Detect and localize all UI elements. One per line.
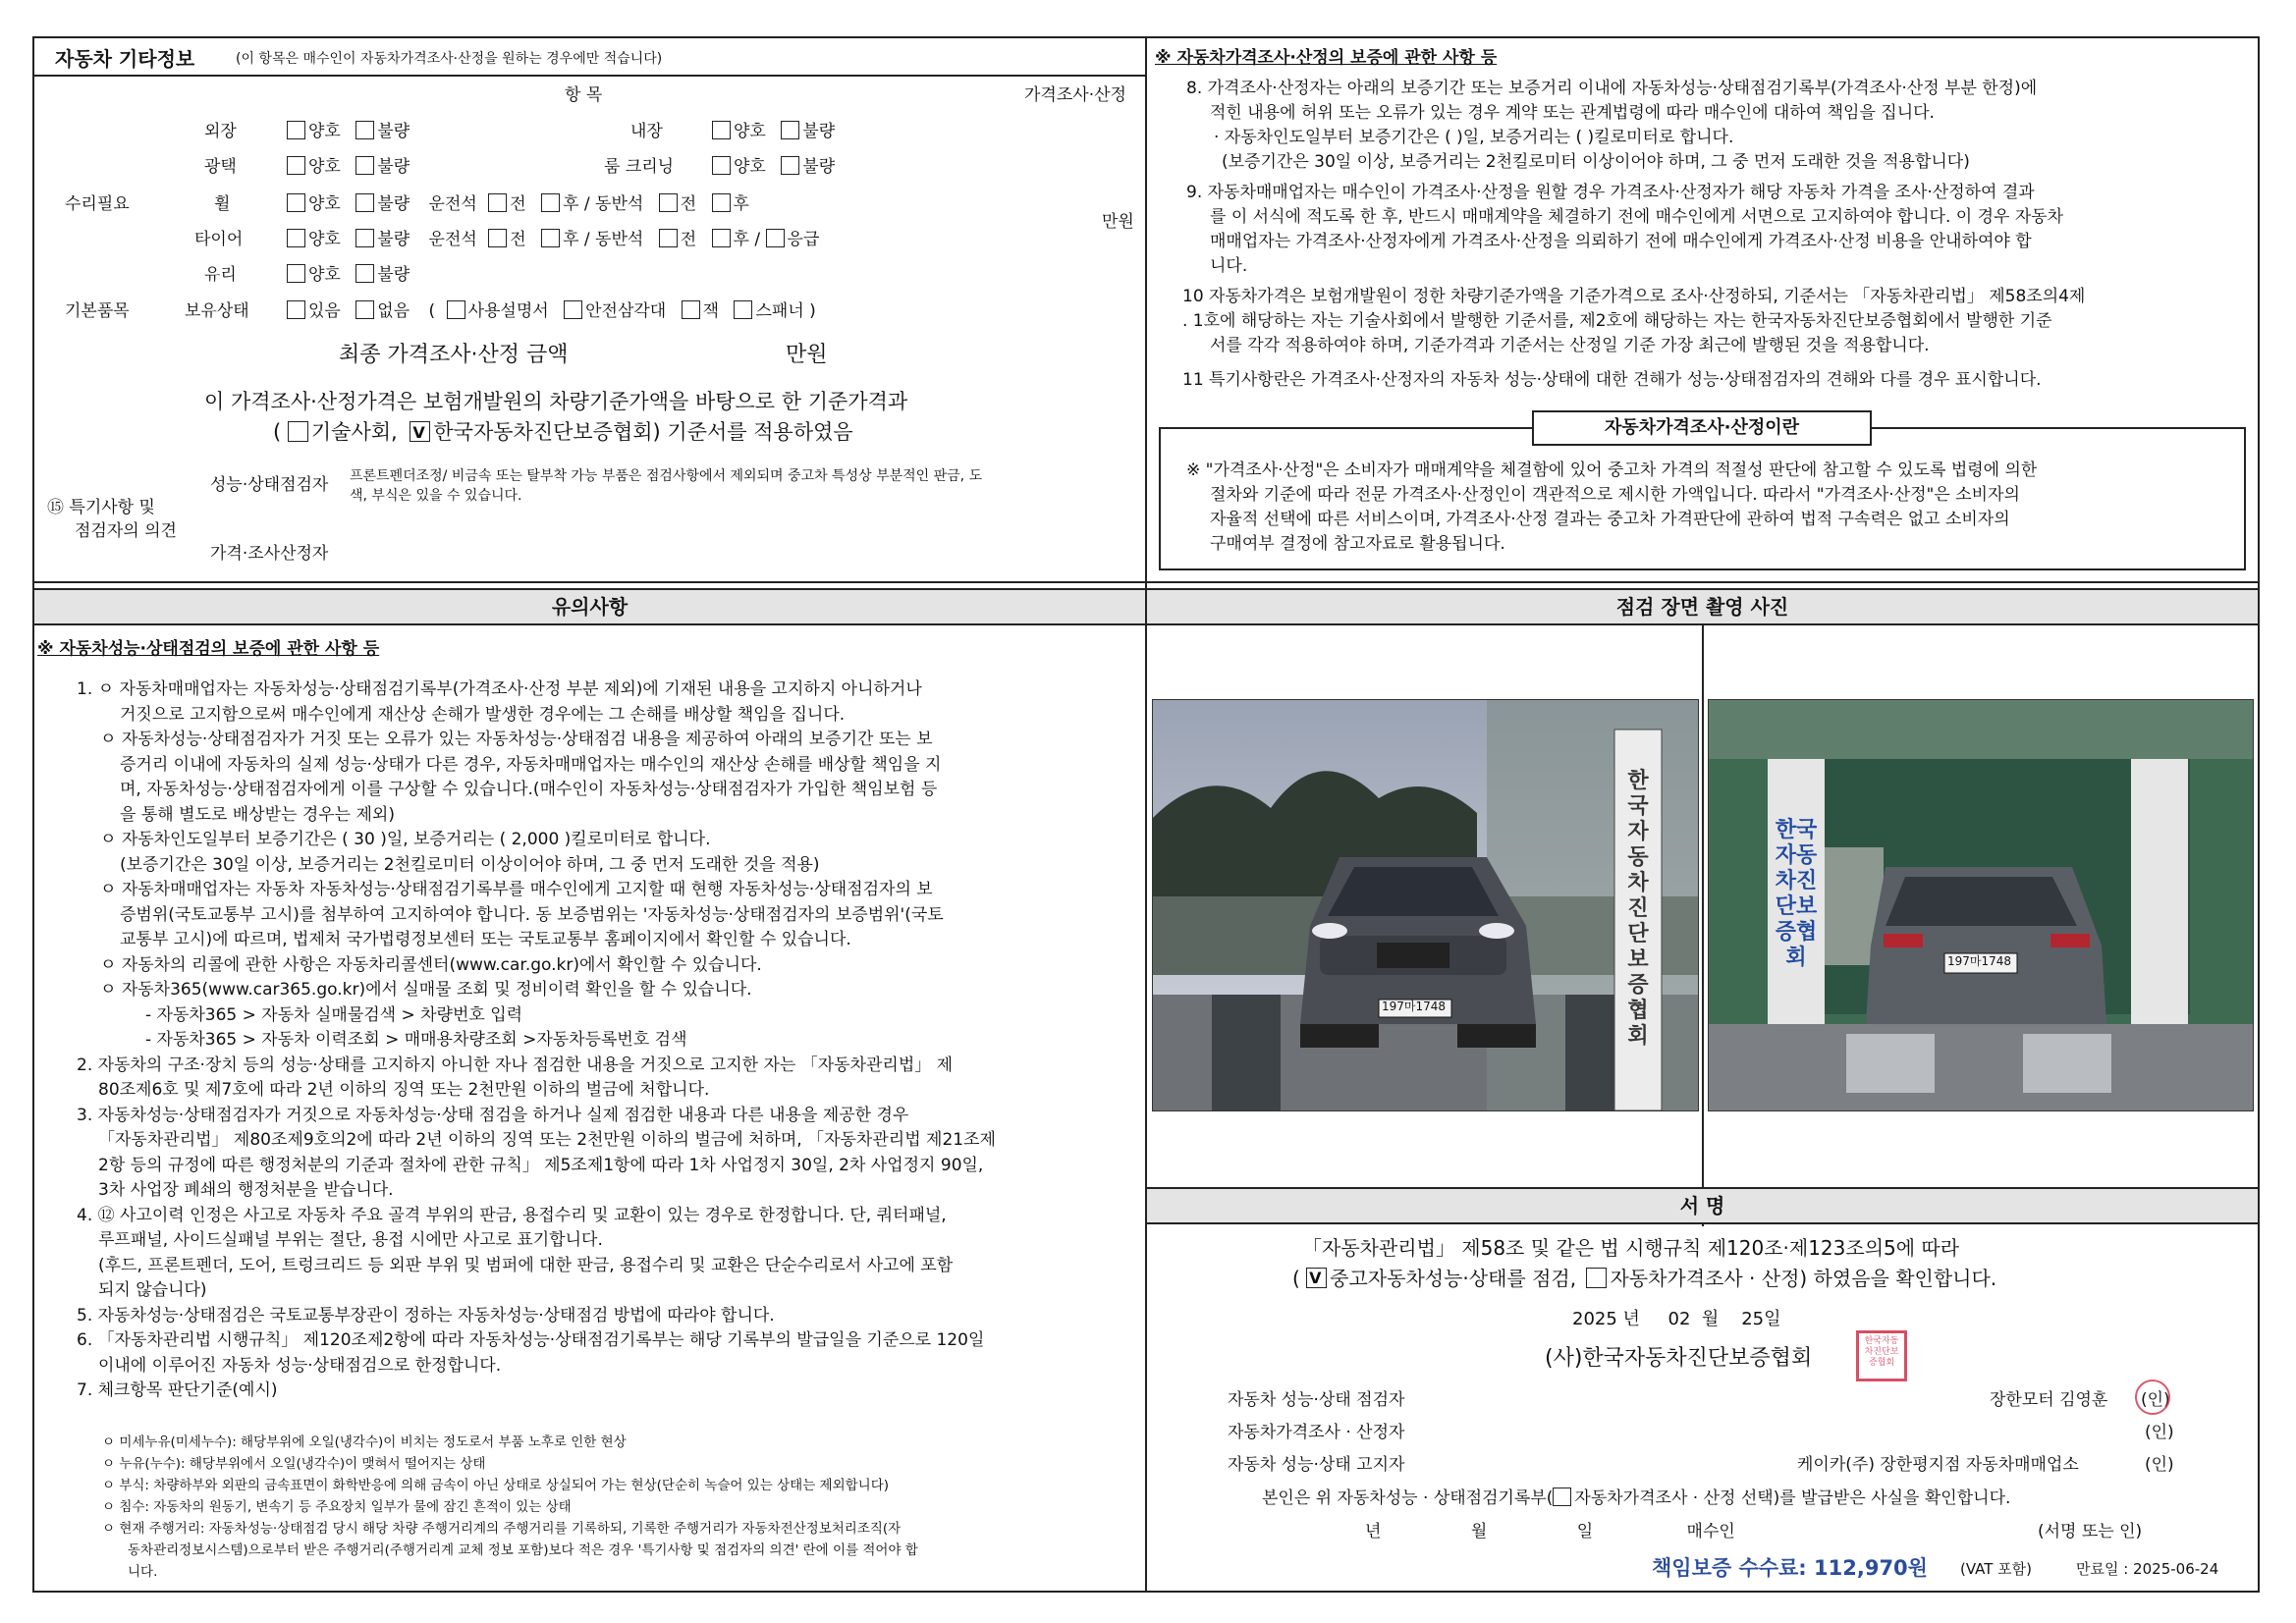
fee-vat: (VAT 포함) bbox=[1960, 1560, 2033, 1578]
room-cleaning-bad-checkbox[interactable] bbox=[781, 156, 799, 175]
row-label-interior: 내장 bbox=[630, 122, 663, 141]
interior-good-checkbox[interactable] bbox=[712, 121, 731, 139]
wheel-bad-checkbox[interactable] bbox=[355, 193, 374, 212]
exterior-good-checkbox[interactable] bbox=[287, 121, 305, 139]
signature-date: 2025 년 02 월 25일 bbox=[1572, 1309, 1781, 1329]
col-price-header: 가격조사·산정 bbox=[1024, 85, 1126, 105]
used-car-inspection-checkbox[interactable] bbox=[1306, 1268, 1327, 1288]
definition-box-title: 자동차가격조사·산정이란 bbox=[1532, 410, 1872, 446]
inspection-photo-front bbox=[1152, 699, 1699, 1111]
glass-good-checkbox[interactable] bbox=[287, 264, 305, 283]
row-label-glass: 유리 bbox=[204, 265, 237, 285]
signature-row2-seal: (인) bbox=[2145, 1423, 2174, 1442]
tire-options: 양호 불량 운전석 전 후 / 동반석 전 후 / 응급 bbox=[287, 229, 819, 250]
exterior-options: 양호 불량 bbox=[287, 121, 410, 142]
remarks-label-1: ⑮ 특기사항 및 bbox=[47, 498, 155, 517]
status-label: 보유상태 bbox=[185, 301, 249, 321]
gloss-bad-checkbox[interactable] bbox=[355, 156, 374, 175]
manual-checkbox[interactable] bbox=[447, 300, 465, 319]
interior-bad-checkbox[interactable] bbox=[781, 121, 799, 139]
clause-9: 9. 자동차매매업자는 매수인이 가격조사·산정을 원할 경우 가격조사·산정자가 해당 자동차 가격을 조사·산정하여 결과 를 이 서식에 적도록 한 후, 반드시 매매계약을 체결하기 전에 매수인에게 서면으로 고지하여야 합니다. 이 경우 자동차 매매업자는 가격조사·산정자에게 가격조사·산정을 의뢰하기 전에 매수인에게 가격조사·산정 비용을 안내하여야 합 니다. bbox=[1186, 183, 2064, 276]
signature-row3-value: 케이카(주) 장한평지점 자동차매매업소 bbox=[1797, 1455, 2079, 1475]
basis-line-1: 이 가격조사·산정가격은 보험개발원의 차량기준가액을 바탕으로 한 기준가격과 bbox=[204, 390, 908, 413]
buyer-sign-mark: (서명 또는 인) bbox=[2038, 1522, 2143, 1542]
tire-rear-checkbox[interactable] bbox=[541, 229, 560, 247]
photo-divider bbox=[1702, 625, 1704, 1226]
basic-items-label: 기본품목 bbox=[65, 301, 130, 321]
signature-row1-seal: (인) bbox=[2141, 1390, 2170, 1410]
tire-passenger-front-checkbox[interactable] bbox=[659, 229, 678, 247]
tire-front-checkbox[interactable] bbox=[488, 229, 507, 247]
rear-pillar-text: 한국자동차진단보증협회 bbox=[1775, 818, 1818, 970]
inspector-seal-stamp bbox=[2135, 1380, 2170, 1415]
caution-criteria-list: ㅇ 미세누유(미세누수): 해당부위에 오일(냉각수)이 비치는 정도로서 부품 노후로 인한 현상 ㅇ 누유(누수): 해당부위에서 오일(냉각수)이 맺혀서 떨어지는 상태 ㅇ 부식: 차량하부와 외판의 금속표면이 화학반응에 의해 금속이 아닌 상태로 상실되어 가는 현상(단순히 녹슬어 있는 상태는 제외합니다) ㅇ 침수: 자동차의 원동기, 변속기 등 주요장치 일부가 물에 잠긴 흔적이 있는 상태 ㅇ 현재 주행거리: 자동차성능·상태점검 당시 해당 차량 주행거리계의 주행거리를 기록하되, 기록한 주행거리가 자동차전산정보처리조직(자 동차관리정보시스템)으로부터 받은 주행거리(주행거리계 교체 정보 포함)보다 적은 경우 '특기사항 및 점검자의 의견' 란에 이를 적어야 합 니다. bbox=[102, 1434, 918, 1580]
definition-text: ※ "가격조사·산정"은 소비자가 매매계약을 체결함에 있어 중고차 가격의 적절성 판단에 참고할 수 있도록 법령에 의한 절차와 기준에 따라 전문 가격조사·산정인이 객관적으로 제시한 가액입니다. 따라서 "가격조사·산정"은 소비자의 자율적 선택에 따른 서비스이며, 가격조사·산정 결과는 중고차 가격판단에 관하여 법적 구속력은 없고 소비자의 구매여부 결정에 참고자료로 활용됩니다. bbox=[1186, 460, 2038, 554]
row-label-gloss: 광택 bbox=[204, 157, 237, 177]
signature-org: (사)한국자동차진단보증협회 bbox=[1545, 1346, 1813, 1371]
interior-options: 양호 불량 bbox=[712, 121, 835, 142]
clause-8: 8. 가격조사·산정자는 아래의 보증기간 또는 보증거리 이내에 자동차성능·상태점검기록부(가격조사·산정 부분 한정)에 적힌 내용에 허위 또는 오류가 있는 경우 계약 또는 관계법령에 따라 매수인에 대하여 책임을 집니다. · 자동차인도일부터 보증기간은 ( )일, 보증거리는 ( )킬로미터로 합니다. (보증기간은 30일 이상, 보증거리는 2천킬로미터 이상이어야 하며, 그 중 먼저 도래한 것을 적용합니다) bbox=[1186, 79, 2038, 172]
buyer-price-survey-checkbox[interactable] bbox=[1553, 1488, 1571, 1506]
wheel-rear-checkbox[interactable] bbox=[541, 193, 560, 212]
right-top-title: ※ 자동차가격조사·산정의 보증에 관한 사항 등 bbox=[1155, 48, 1498, 68]
rear-plate-text: 197마1748 bbox=[1947, 954, 2012, 968]
spanner-checkbox[interactable] bbox=[734, 300, 752, 319]
signature-row2-label: 자동차가격조사 · 산정자 bbox=[1228, 1423, 1405, 1442]
final-price-unit: 만원 bbox=[786, 343, 828, 367]
glass-bad-checkbox[interactable] bbox=[355, 264, 374, 283]
room-cleaning-options: 양호 불량 bbox=[712, 156, 835, 178]
price-survey-checkbox[interactable] bbox=[1586, 1268, 1607, 1288]
section-title-note: (이 항목은 매수인이 자동차가격조사·산정을 원하는 경우에만 적습니다) bbox=[236, 51, 663, 67]
room-cleaning-good-checkbox[interactable] bbox=[712, 156, 731, 175]
row-label-tire: 타이어 bbox=[194, 230, 244, 249]
front-plate-text: 197마1748 bbox=[1382, 1000, 1447, 1013]
top-section-divider bbox=[32, 581, 2260, 583]
buyer-date-line: 년 월 일 매수인 bbox=[1365, 1522, 1735, 1542]
none-checkbox[interactable] bbox=[355, 300, 374, 319]
signature-row3-seal: (인) bbox=[2145, 1455, 2174, 1475]
gloss-options: 양호 불량 bbox=[287, 156, 410, 178]
wheel-front-checkbox[interactable] bbox=[488, 193, 507, 212]
section-title: 자동차 기타정보 bbox=[55, 47, 195, 71]
signature-row1-value: 장한모터 김영훈 bbox=[1990, 1390, 2108, 1410]
wheel-good-checkbox[interactable] bbox=[287, 193, 305, 212]
org-seal-stamp: 한국자동차진단보증협회 bbox=[1856, 1330, 1907, 1381]
triangle-checkbox[interactable] bbox=[564, 300, 582, 319]
repair-label: 수리필요 bbox=[65, 194, 130, 214]
col-item-header: 항 목 bbox=[565, 85, 603, 105]
tire-passenger-rear-checkbox[interactable] bbox=[712, 229, 731, 247]
photo-bar: 점검 장면 촬영 사진 bbox=[1147, 588, 2258, 625]
tire-good-checkbox[interactable] bbox=[287, 229, 305, 247]
inspection-photo-rear bbox=[1708, 699, 2254, 1111]
caution-subtitle: ※ 자동차성능·상태점검의 보증에 관한 사항 등 bbox=[37, 639, 380, 659]
remarks-label-2: 점검자의 의견 bbox=[75, 521, 177, 541]
signature-bar: 서 명 bbox=[1147, 1187, 2258, 1224]
front-pillar-text: 한국자동차진단보증협회 bbox=[1627, 769, 1649, 1049]
title-underline bbox=[32, 75, 1145, 77]
have-checkbox[interactable] bbox=[287, 300, 305, 319]
price-unit: 만원 bbox=[1102, 212, 1134, 232]
signature-check-line: ( V중고자동차성능·상태를 점검, 자동차가격조사 · 산정) 하였음을 확인합니다. bbox=[1292, 1266, 1996, 1291]
inspector-label: 성능·상태점검자 bbox=[210, 475, 329, 495]
wheel-passenger-rear-checkbox[interactable] bbox=[712, 193, 731, 212]
wheel-passenger-front-checkbox[interactable] bbox=[659, 193, 678, 212]
basic-items-options: 있음 없음 ( 사용설명서 안전삼각대 잭 스패너 ) bbox=[287, 300, 816, 322]
signature-row3-label: 자동차 성능·상태 고지자 bbox=[1228, 1455, 1405, 1475]
final-price-label: 최종 가격조사·산정 금액 bbox=[339, 343, 569, 367]
gloss-good-checkbox[interactable] bbox=[287, 156, 305, 175]
inspector-note-1: 프론트펜더조정/ 비금속 또는 탈부착 가능 부품은 점검사항에서 제외되며 중고차 특성상 부분적인 판금, 도 bbox=[350, 468, 983, 484]
front-photo-svg bbox=[1153, 700, 1698, 1110]
clause-10: 10 자동차가격은 보험개발원이 정한 차량기준가액을 기준가격으로 조사·산정하되, 기준서는 「자동차관리법」 제58조의4제 . 1호에 해당하는 자는 기술사회에서 발행한 기준서를, 제2호에 해당하는 자는 한국자동차진단보증협회에서 발행한 기준 서를 각각 적용하여야 하며, 기준가격과 기준서는 산정일 기준 가장 최근에 발행된 것을 적용합니다. bbox=[1182, 287, 2086, 355]
expiry-date: 만료일 : 2025-06-24 bbox=[2076, 1560, 2219, 1578]
basis-line-2: ( 기술사회, V 한국자동차진단보증협회) 기준서를 적용하였음 bbox=[273, 418, 853, 446]
caution-list: 1. ㅇ 자동차매매업자는 자동차성능·상태점검기록부(가격조사·산정 부분 제외)에 기재된 내용을 고지하지 아니하거나 거짓으로 고지함으로써 매수인에게 재산상 손해가 발생한 경우에는 그 손해를 배상할 책임을 집니다. ㅇ 자동차성능·상태점검자가 거짓 또는 오류가 있는 자동차성능·상태점검 내용을 제공하여 아래의 보증기간 또는 보 증거리 이내에 자동차의 실제 성능·상태가 다른 경우, 자동차매매업자는 매수인의 재산상 손해를 배상할 책임을 지 며, 자동차성능·상태점검자에게 이를 구상할 수 있습니다.(매수인이 자동차성능·상태점검자가 가입한 책임보험 등 을 통해 별도로 배상받는 경우는 제외) ㅇ 자동차인도일부터 보증기간은 ( 30 )일, 보증거리는 ( 2,000 )킬로미터로 합니다. (보증기간은 30일 이상, 보증거리는 2천킬로미터 이상이어야 하며, 그 중 먼저 도래한 것을 적용) ㅇ 자동차매매업자는 자동차 자동차성능·상태점검기록부를 매수인에게 고지할 때 현행 자동차성능·상태점검자의 보 증범위(국토교통부 고시)를 첨부하여 고지하여야 합니다. 동 보증범위는 '자동차성능·상태점검자의 보증범위'(국토 교통부 고시)에 따르며, 법제처 국가법령정보센터 또는 국토교통부 홈페이지에서 확인할 수 있습니다. ㅇ 자동차의 리콜에 관한 사항은 자동차리콜센터(www.car.go.kr)에서 확인할 수 있습니다. ㅇ 자동차365(www.car365.go.kr)에서 실매물 조회 및 정비이력 확인을 할 수 있습니다. - 자동차365 > 자동차 실매물검색 > 차량번호 입력 - 자동차365 > 자동차 이력조회 > 매매용차량조회 >자동차등록번호 검색 2. 자동차의 구조·장치 등의 성능·상태를 고지하지 아니한 자나 점검한 내용을 거짓으로 고지한 자는 「자동차관리법」 제 80조제6호 및 제7호에 따라 2년 이하의 징역 또는 2천만원 이하의 벌금에 처합니다. 3. 자동차성능·상태점검자가 거짓으로 자동차성능·상태 점검을 하거나 실제 점검한 내용과 다른 내용을 제공한 경우 「자동차관리법」 제80조제9호의2에 따라 2년 이하의 징역 또는 2천만원 이하의 벌금에 처하며, 「자동차관리법 제21조제 2항 등의 규정에 따른 행정처분의 기준과 절차에 관한 규칙」 제5조제1항에 따라 1차 사업정지 30일, 2차 사업정지 90일, 3차 사업장 폐쇄의 행정처분을 받습니다. 4. ⑫ 사고이력 인정은 사고로 자동차 주요 골격 부위의 판금, 용접수리 및 교환이 있는 경우로 한정합니다. 단, 쿼터패널, 루프패널, 사이드실패널 부위는 절단, 용접 시에만 사고로 표기합니다. (후드, 프론트펜더, 도어, 트렁크리드 등 외판 부위 및 범퍼에 대한 판금, 용접수리 및 교환은 단순수리로서 사고에 포함 되지 않습니다) 5. 자동차성능·상태점검은 국토교통부장관이 정하는 자동차성능·상태점검 방법에 따라야 합니다. 6. 「자동차관리법 시행규칙」 제120조제2항에 따라 자동차성능·상태점검기록부는 해당 기록부의 발급일을 기준으로 120일 이내에 이루어진 자동차 성능·상태점검으로 한정합니다. 7. 체크항목 판단기준(예시) bbox=[77, 679, 996, 1400]
exterior-bad-checkbox[interactable] bbox=[355, 121, 374, 139]
signature-law-line: 「자동차관리법」 제58조 및 같은 법 시행규칙 제120조·제123조의5에 따라 bbox=[1302, 1236, 1960, 1260]
tire-bad-checkbox[interactable] bbox=[355, 229, 374, 247]
wheel-options: 양호 불량 운전석 전 후 / 동반석 전 후 bbox=[287, 193, 749, 215]
row-label-exterior: 외장 bbox=[204, 122, 237, 141]
kadi-checkbox[interactable] bbox=[410, 421, 430, 442]
fee-label: 책임보증 수수료: 112,970원 bbox=[1652, 1556, 1928, 1580]
price-inspector-label: 가격·조사산정자 bbox=[210, 544, 329, 564]
jack-checkbox[interactable] bbox=[682, 300, 700, 319]
caution-bar: 유의사항 bbox=[34, 588, 1145, 625]
signature-row1-label: 자동차 성능·상태 점검자 bbox=[1228, 1390, 1405, 1410]
glass-options: 양호 불량 bbox=[287, 264, 410, 286]
row-label-room-cleaning: 룸 크리닝 bbox=[604, 157, 675, 177]
inspector-note-2: 색, 부식은 있을 수 있습니다. bbox=[350, 488, 522, 504]
tire-emergency-checkbox[interactable] bbox=[766, 229, 785, 247]
tech-society-checkbox[interactable] bbox=[288, 421, 308, 442]
clause-11: 11 특기사항란은 가격조사·산정자의 자동차 성능·상태에 대한 견해가 성능·상태점검자의 견해와 다를 경우 표시합니다. bbox=[1182, 370, 2042, 390]
row-label-wheel: 휠 bbox=[214, 194, 231, 214]
buyer-confirm-line: 본인은 위 자동차성능 · 상태점검기록부( 자동차가격조사 · 산정 선택)를 발급받은 사실을 확인합니다. bbox=[1262, 1488, 2011, 1508]
center-divider bbox=[1145, 36, 1147, 1593]
